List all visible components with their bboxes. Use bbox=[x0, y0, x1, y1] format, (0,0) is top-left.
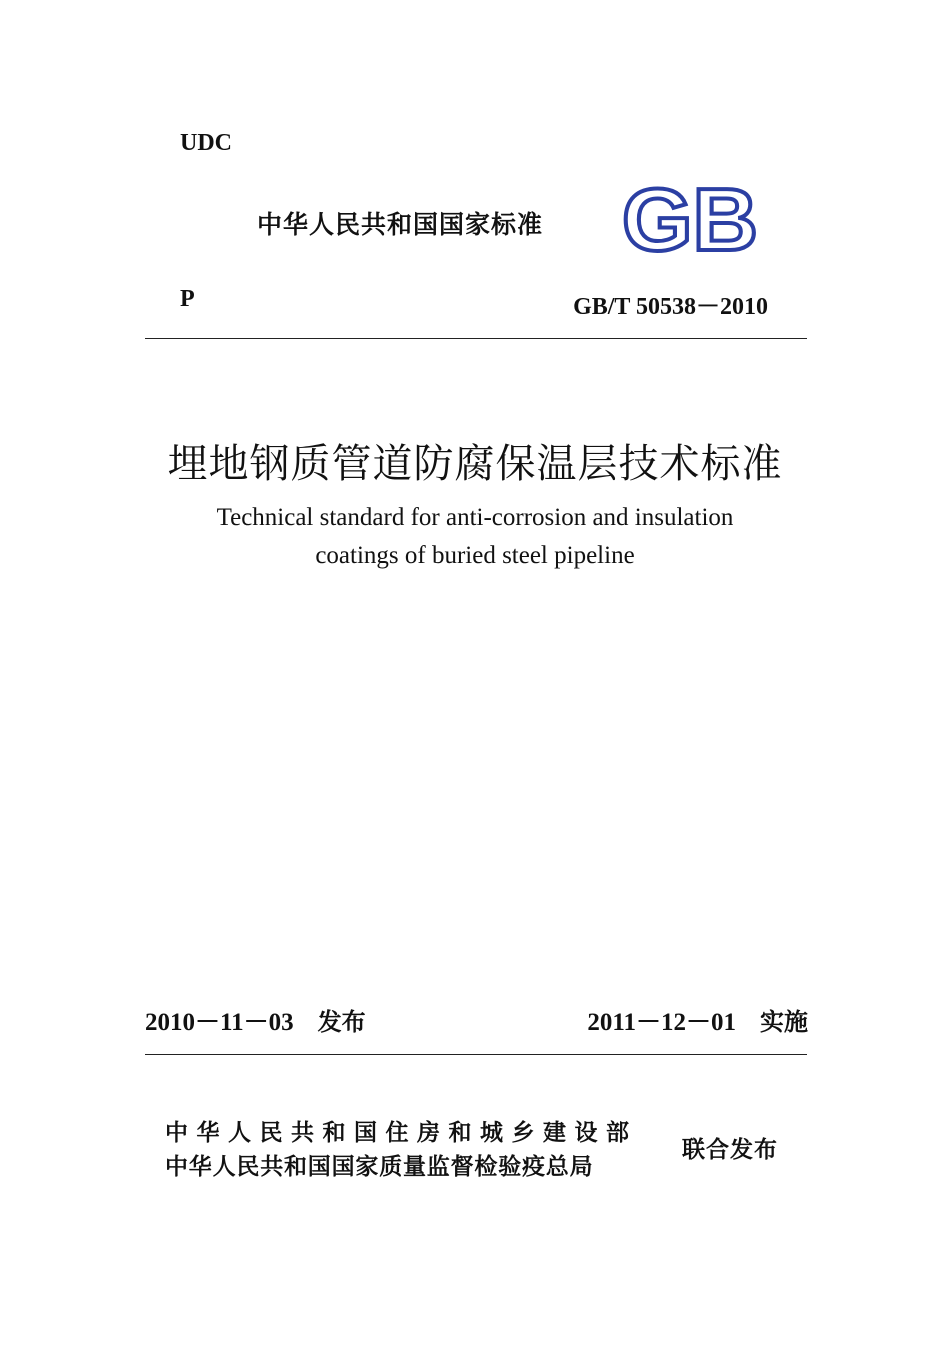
title-english-line2: coatings of buried steel pipeline bbox=[315, 542, 635, 569]
title-english-line1: Technical standard for anti-corrosion and insulation bbox=[216, 504, 734, 531]
publisher-line1: 中华人民共和国住房和城乡建设部 bbox=[165, 1120, 638, 1146]
udc-label: UDC bbox=[180, 130, 232, 156]
issue-label: 发布 bbox=[317, 1008, 366, 1036]
implement-label: 实施 bbox=[760, 1008, 808, 1036]
issue-date: 2010－11－03 bbox=[145, 1009, 294, 1036]
implement-date: 2011－12－01 bbox=[587, 1009, 736, 1036]
implement-date-block bbox=[587, 1002, 808, 1038]
classification-code: P bbox=[180, 286, 195, 312]
issue-date-block bbox=[145, 1002, 366, 1038]
bottom-divider bbox=[145, 1054, 807, 1055]
publisher-line2: 中华人民共和国国家质量监督检验疫总局 bbox=[165, 1154, 594, 1180]
standard-number: GB/T 50538－2010 bbox=[573, 294, 768, 320]
joint-publish-label: 联合发布 bbox=[682, 1137, 778, 1163]
title-chinese: 埋地钢质管道防腐保温层技术标准 bbox=[167, 441, 783, 487]
national-standard-heading: 中华人民共和国国家标准 bbox=[257, 210, 544, 239]
top-divider bbox=[145, 338, 807, 339]
gb-logo-text: GB bbox=[622, 180, 758, 260]
gb-logo bbox=[620, 180, 760, 260]
